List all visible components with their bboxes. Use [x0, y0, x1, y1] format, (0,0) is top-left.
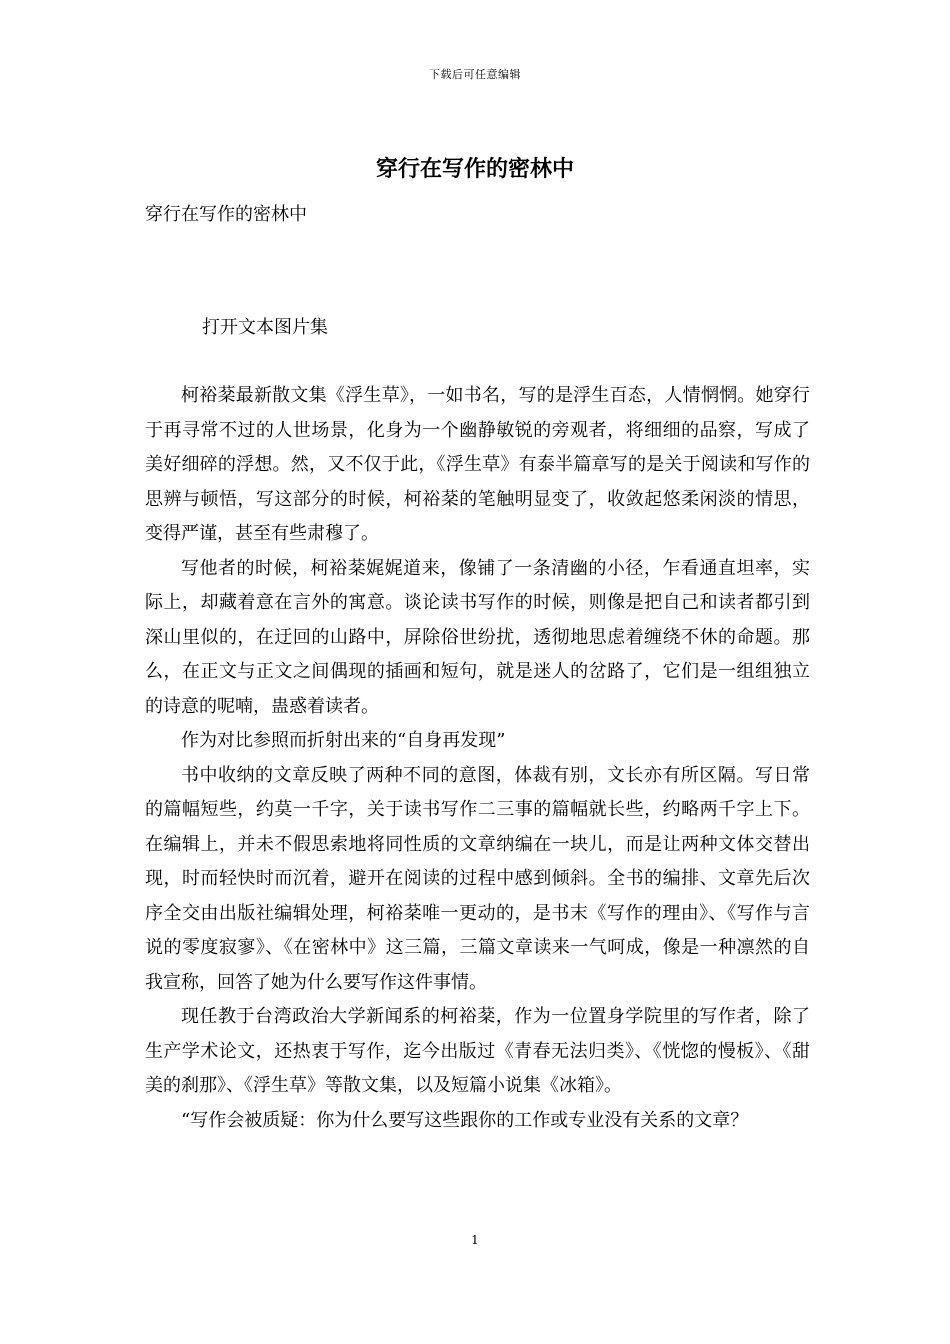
- paragraph-3: 作为对比参照而折射出来的“自身再发现”: [181, 730, 506, 751]
- page-number: 1: [471, 1233, 479, 1247]
- article-body: [145, 379, 810, 1138]
- document-title: 穿行在写作的密林中: [375, 156, 574, 182]
- open-image-gallery-link[interactable]: 打开文本图片集: [202, 317, 328, 338]
- document-subtitle: 穿行在写作的密林中: [145, 204, 307, 225]
- header-note: 下载后可任意编辑: [429, 68, 521, 81]
- paragraph-6: “写作会被质疑：你为什么要写这些跟你的工作或专业没有关系的文章？: [181, 1109, 749, 1131]
- paragraph-2: 写他者的时候，柯裕棻娓娓道来，像铺了一条清幽的小径，乍看通直坦率，实际上，却藏着意在言外的寓意。谈论读书写作的时候，则像是把自己和读者都引到深山里似的，在迂回的山路中，屏除俗世纷扰，透彻地思虑着缠绕不休的命题。那么，在正文与正文之间偶现的插画和短句，就是迷人的岔路了，它们是一组组独立的诗意的呢喃，蛊惑着读者。: [145, 557, 810, 717]
- paragraph-5: 现任教于台湾政治大学新闻系的柯裕棻，作为一位置身学院里的写作者，除了生产学术论文，还热衷于写作，迄今出版过《青春无法归类》、《恍惚的慢板》、《甜美的刹那》、《浮生草》等散文集，以及短篇小说集《冰箱》。: [145, 1006, 810, 1096]
- paragraph-4: 书中收纳的文章反映了两种不同的意图，体裁有别，文长亦有所区隔。写日常的篇幅短些，约莫一千字，关于读书写作二三事的篇幅就长些，约略两千字上下。在编辑上，并未不假思索地将同性质的文章纳编在一块儿，而是让两种文体交替出现，时而轻快时而沉着，避开在阅读的过程中感到倾斜。全书的编排、文章先后次序全交由出版社编辑处理，柯裕棻唯一更动的，是书末《写作的理由》、《写作与言说的零度寂寥》、《在密林中》这三篇，三篇文章读来一气呵成，像是一种凛然的自我宣称，回答了她为什么要写作这件事情。: [145, 764, 810, 993]
- paragraph-1: 柯裕棻最新散文集《浮生草》，一如书名，写的是浮生百态，人情惘惘。她穿行于再寻常不过的人世场景，化身为一个幽静敏锐的旁观者，将细细的品察，写成了美好细碎的浮想。然，又不仅于此，《浮生草》有泰半篇章写的是关于阅读和写作的思辨与顿悟，写这部分的时候，柯裕棻的笔触明显变了，收敛起悠柔闲淡的情思，变得严谨，甚至有些肃穆了。: [145, 385, 810, 544]
